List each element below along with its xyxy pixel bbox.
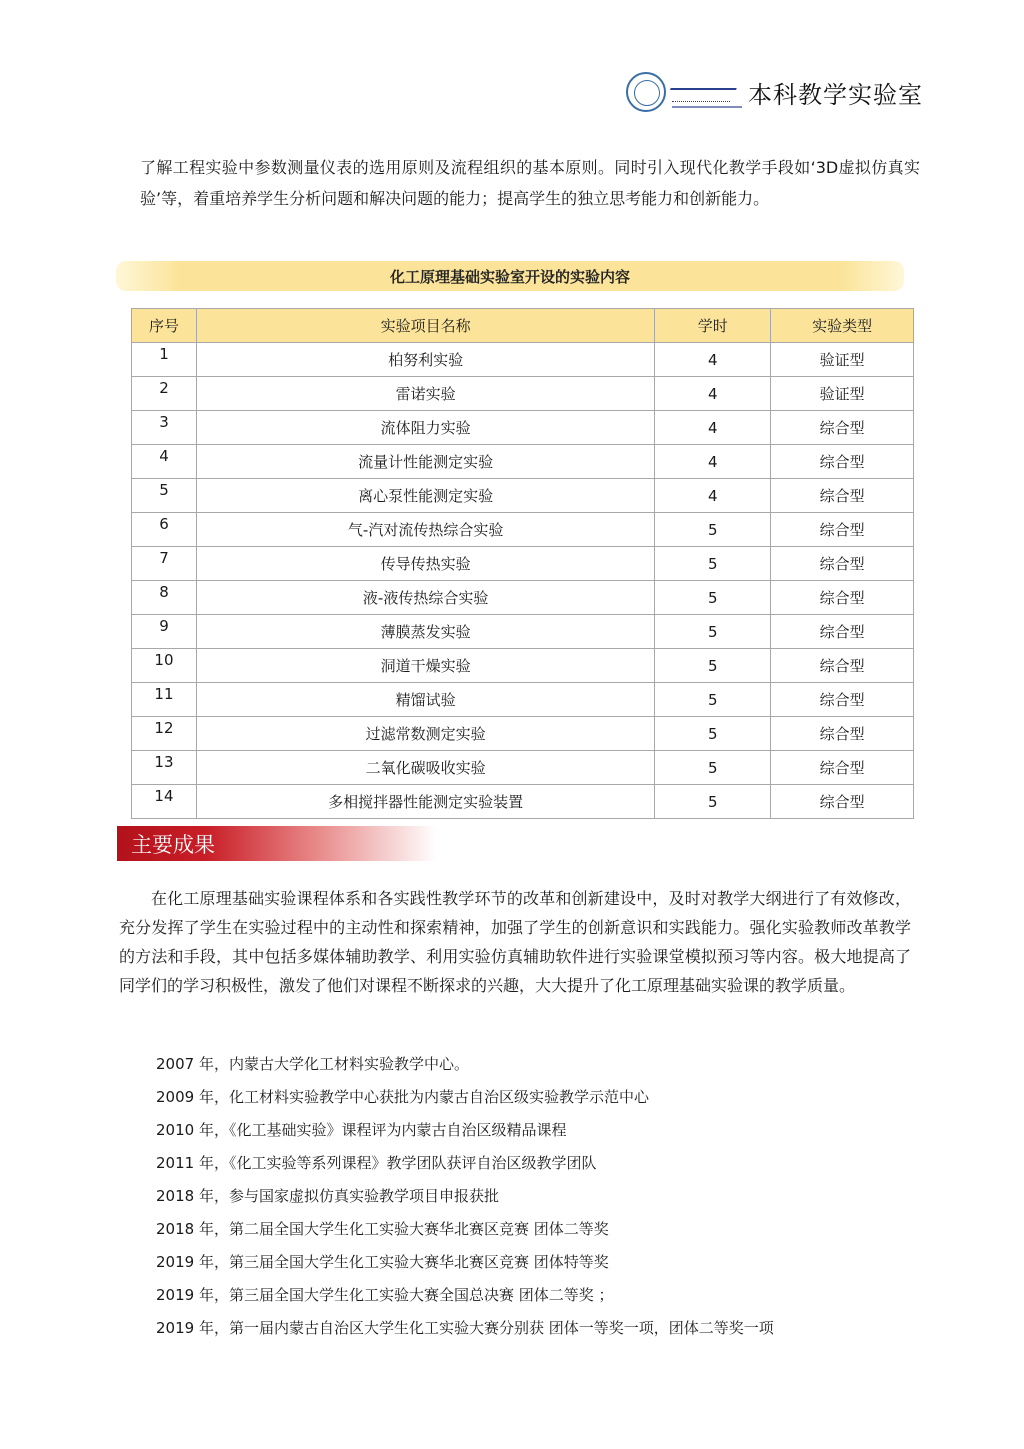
achievement-item: 2010 年，《化工基础实验》课程评为内蒙古自治区级精品课程 [156,1121,567,1139]
class-hours: 5 [655,547,771,581]
experiment-name: 流量计性能测定实验 [196,445,654,479]
row-index: 14 [132,785,197,819]
experiment-name: 离心泵性能测定实验 [196,479,654,513]
experiment-name: 多相搅拌器性能测定实验装置 [196,785,654,819]
experiment-name: 流体阻力实验 [196,411,654,445]
class-hours: 5 [655,751,771,785]
row-index: 1 [132,343,197,377]
header-name: 实验项目名称 [196,309,654,343]
achievement-item: 2019 年，第三届全国大学生化工实验大赛华北赛区竞赛 团体特等奖 [156,1253,609,1271]
table-header-row [132,309,914,343]
experiment-type: 综合型 [771,717,914,751]
experiment-name: 传导传热实验 [196,547,654,581]
experiment-type: 综合型 [771,615,914,649]
row-index: 4 [132,445,197,479]
row-index: 13 [132,751,197,785]
table-row [132,683,914,717]
table-row [132,615,914,649]
achievement-item: 2007 年，内蒙古大学化工材料实验教学中心。 [156,1055,469,1073]
table-row [132,479,914,513]
experiment-type: 综合型 [771,751,914,785]
experiment-type: 综合型 [771,649,914,683]
experiment-type: 综合型 [771,479,914,513]
class-hours: 5 [655,683,771,717]
table-row [132,717,914,751]
experiment-type: 验证型 [771,343,914,377]
table-row [132,581,914,615]
achievement-item: 2018 年，第二届全国大学生化工实验大赛华北赛区竞赛 团体二等奖 [156,1220,609,1238]
achievements-list [119,1048,911,1345]
class-hours: 5 [655,785,771,819]
class-hours: 4 [655,377,771,411]
table-row [132,411,914,445]
header-title: 本科教学实验室 [748,80,923,109]
row-index: 2 [132,377,197,411]
experiment-type: 验证型 [771,377,914,411]
header-type: 实验类型 [771,309,914,343]
experiment-name: 精馏试验 [196,683,654,717]
row-index: 10 [132,649,197,683]
intro-paragraph: 了解工程实验中参数测量仪表的选用原则及流程组织的基本原则。同时引入现代化教学手段如‘3D虚拟仿真实验’等，着重培养学生分析问题和解决问题的能力；提高学生的独立思考能力和创新能力。 [140,158,920,208]
achievement-item: 2019 年，第三届全国大学生化工实验大赛全国总决赛 团体二等奖 ； [156,1286,614,1304]
table-row [132,547,914,581]
experiment-type: 综合型 [771,785,914,819]
section-title: 主要成果 [131,832,215,857]
class-hours: 5 [655,615,771,649]
table-row [132,513,914,547]
experiment-type: 综合型 [771,411,914,445]
table-row [132,785,914,819]
experiment-type: 综合型 [771,683,914,717]
table-row [132,649,914,683]
achievement-item: 2018 年，参与国家虚拟仿真实验教学项目申报获批 [156,1187,499,1205]
class-hours: 4 [655,343,771,377]
table-row [132,377,914,411]
row-index: 12 [132,717,197,751]
experiment-name: 柏努利实验 [196,343,654,377]
experiment-table [131,308,914,819]
table-row [132,343,914,377]
experiment-type: 综合型 [771,581,914,615]
achievement-item: 2011 年，《化工实验等系列课程》教学团队获评自治区级教学团队 [156,1154,597,1172]
table-caption: 化工原理基础实验室开设的实验内容 [116,261,904,291]
class-hours: 5 [655,581,771,615]
header-hours: 学时 [655,309,771,343]
experiment-name: 过滤常数测定实验 [196,717,654,751]
class-hours: 5 [655,717,771,751]
page-header [626,68,923,116]
experiment-name: 液-液传热综合实验 [196,581,654,615]
university-seal-icon [626,72,666,112]
table-row [132,751,914,785]
experiment-name: 洞道干燥实验 [196,649,654,683]
experiment-name: 雷诺实验 [196,377,654,411]
row-index: 7 [132,547,197,581]
row-index: 3 [132,411,197,445]
achievement-item: 2009 年，化工材料实验教学中心获批为内蒙古自治区级实验教学示范中心 [156,1088,649,1106]
experiment-name: 薄膜蒸发实验 [196,615,654,649]
achievement-item: 2019 年，第一届内蒙古自治区大学生化工实验大赛分别获 团体一等奖一项，团体二等奖一项 [156,1319,774,1337]
row-index: 8 [132,581,197,615]
section-title-banner [117,826,437,861]
row-index: 9 [132,615,197,649]
class-hours: 4 [655,445,771,479]
class-hours: 4 [655,411,771,445]
header-index: 序号 [132,309,197,343]
experiment-type: 综合型 [771,445,914,479]
class-hours: 5 [655,513,771,547]
table-row [132,445,914,479]
class-hours: 4 [655,479,771,513]
experiment-type: 综合型 [771,513,914,547]
experiment-name: 二氧化碳吸收实验 [196,751,654,785]
row-index: 11 [132,683,197,717]
row-index: 5 [132,479,197,513]
experiment-type: 综合型 [771,547,914,581]
class-hours: 5 [655,649,771,683]
university-logo-script [672,76,746,108]
row-index: 6 [132,513,197,547]
achievements-paragraph: 在化工原理基础实验课程体系和各实践性教学环节的改革和创新建设中，及时对教学大纲进行了有效修改，充分发挥了学生在实验过程中的主动性和探索精神，加强了学生的创新意识和实践能力。强化实验教师改革教学的方法和手段，其中包括多媒体辅助教学、利用实验仿真辅助软件进行实验课堂模拟预习等内容。极大地提高了同学们的学习积极性，激发了他们对课程不断探求的兴趣，大大提升了化工原理基础实验课的教学质量。 [119,889,911,995]
experiment-name: 气-汽对流传热综合实验 [196,513,654,547]
